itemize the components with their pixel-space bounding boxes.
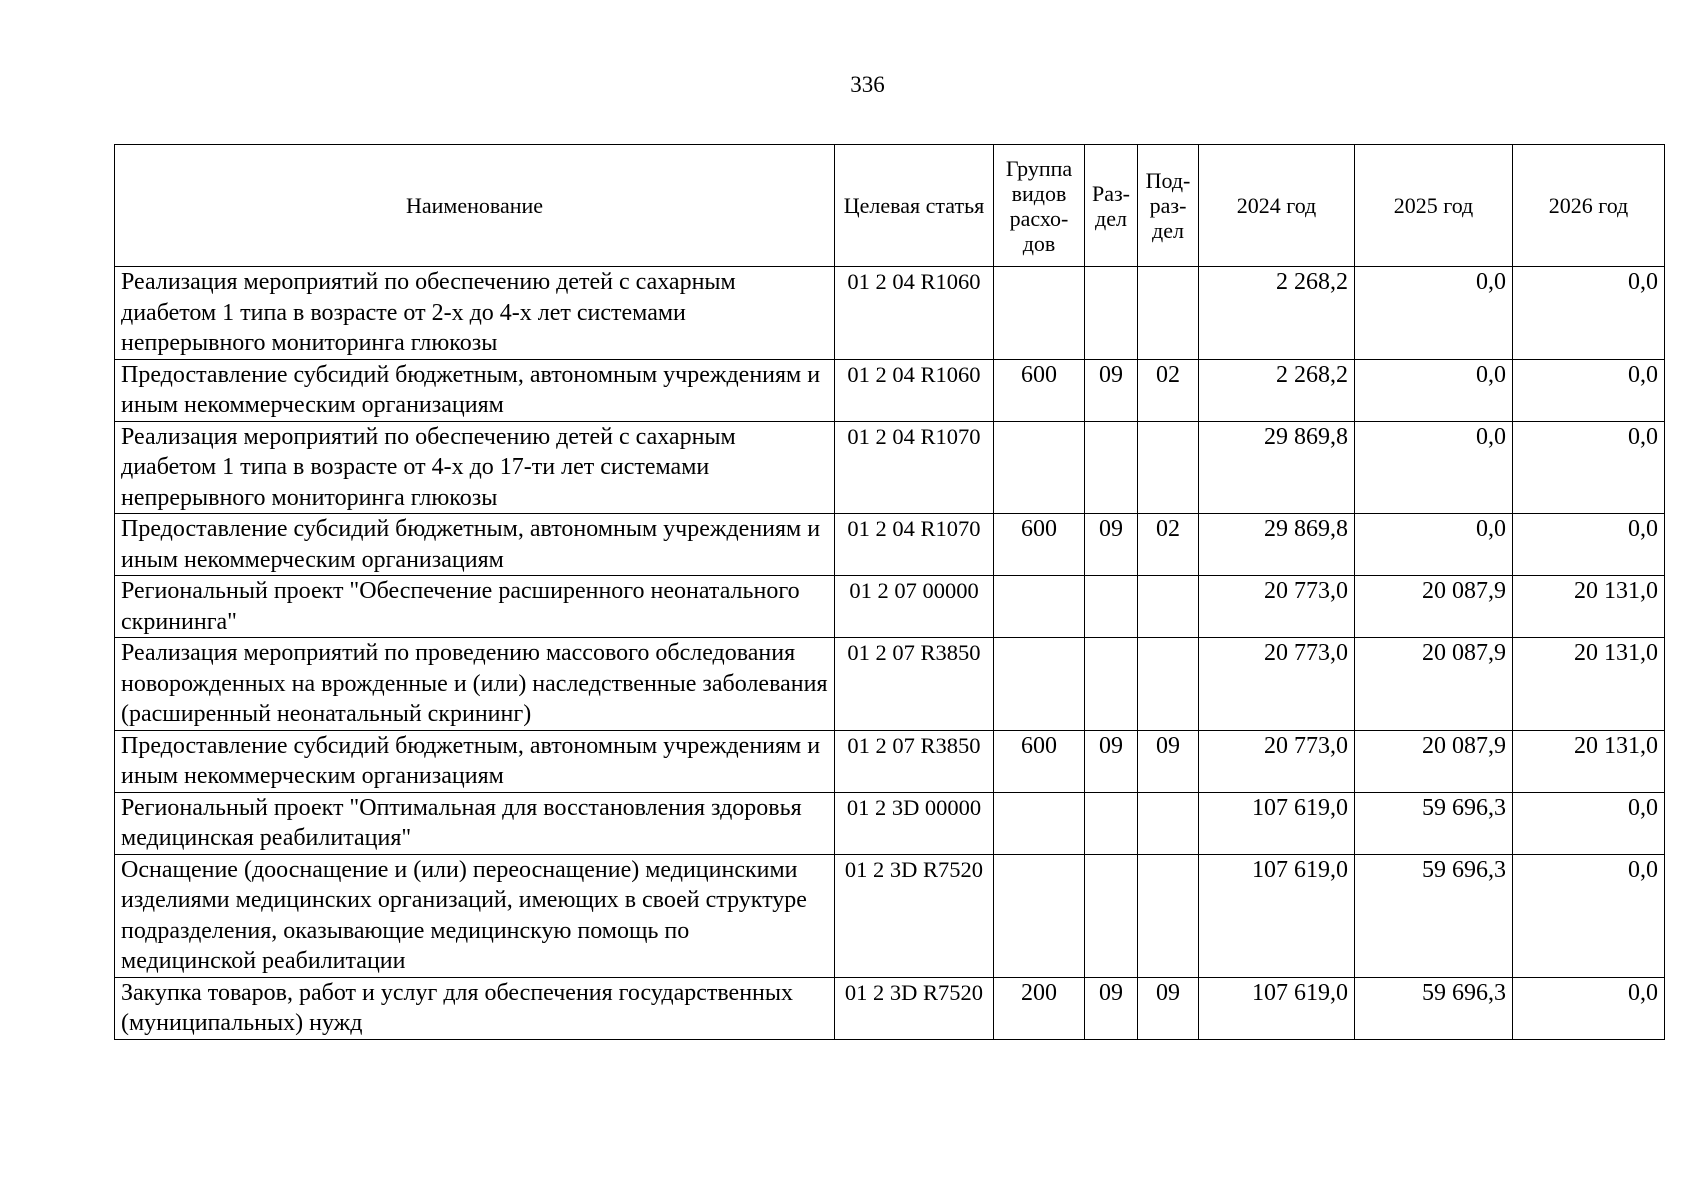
cell-name: Реализация мероприятий по обеспечению детей с сахарным диабетом 1 типа в возрасте от 2-х до 4-х лет системами непрерывного мониторинга глюкозы — [115, 267, 835, 360]
cell-target-article: 01 2 04 R1060 — [835, 359, 994, 421]
cell-subsection: 09 — [1138, 730, 1199, 792]
cell-name: Закупка товаров, работ и услуг для обеспечения государственных (муниципальных) нужд — [115, 977, 835, 1039]
cell-amount-2024: 29 869,8 — [1199, 514, 1355, 576]
cell-amount-2025: 20 087,9 — [1355, 730, 1513, 792]
cell-amount-2025: 0,0 — [1355, 267, 1513, 360]
cell-expense-group: 600 — [994, 730, 1085, 792]
cell-amount-2026: 0,0 — [1513, 792, 1665, 854]
cell-amount-2026: 0,0 — [1513, 359, 1665, 421]
cell-subsection — [1138, 638, 1199, 731]
cell-name: Предоставление субсидий бюджетным, автономным учреждениям и иным некоммерческим организациям — [115, 730, 835, 792]
cell-amount-2026: 0,0 — [1513, 854, 1665, 977]
cell-subsection — [1138, 576, 1199, 638]
cell-expense-group — [994, 638, 1085, 731]
cell-name: Региональный проект "Обеспечение расширенного неонатального скрининга" — [115, 576, 835, 638]
cell-subsection — [1138, 792, 1199, 854]
cell-amount-2026: 0,0 — [1513, 421, 1665, 514]
cell-target-article: 01 2 07 R3850 — [835, 638, 994, 731]
budget-table — [114, 144, 1665, 1040]
cell-amount-2025: 0,0 — [1355, 359, 1513, 421]
cell-subsection: 02 — [1138, 514, 1199, 576]
header-year-2025: 2025 год — [1355, 145, 1513, 267]
cell-amount-2025: 20 087,9 — [1355, 638, 1513, 731]
cell-name: Предоставление субсидий бюджетным, автономным учреждениям и иным некоммерческим организациям — [115, 359, 835, 421]
cell-amount-2024: 2 268,2 — [1199, 359, 1355, 421]
cell-amount-2024: 2 268,2 — [1199, 267, 1355, 360]
cell-name: Реализация мероприятий по обеспечению детей с сахарным диабетом 1 типа в возрасте от 4-х до 17-ти лет системами непрерывного мониторинга глюкозы — [115, 421, 835, 514]
table-row — [115, 638, 1665, 731]
header-section: Раз-дел — [1085, 145, 1138, 267]
cell-amount-2026: 0,0 — [1513, 514, 1665, 576]
cell-amount-2025: 20 087,9 — [1355, 576, 1513, 638]
cell-section: 09 — [1085, 730, 1138, 792]
cell-target-article: 01 2 3D R7520 — [835, 854, 994, 977]
cell-amount-2025: 59 696,3 — [1355, 977, 1513, 1039]
table-row — [115, 977, 1665, 1039]
table-row — [115, 267, 1665, 360]
cell-target-article: 01 2 04 R1060 — [835, 267, 994, 360]
header-expense-group: Группа видов расхо-дов — [994, 145, 1085, 267]
cell-amount-2024: 107 619,0 — [1199, 977, 1355, 1039]
cell-subsection — [1138, 421, 1199, 514]
table-row — [115, 854, 1665, 977]
header-target-article: Целевая статья — [835, 145, 994, 267]
cell-amount-2024: 20 773,0 — [1199, 638, 1355, 731]
cell-amount-2026: 20 131,0 — [1513, 730, 1665, 792]
cell-target-article: 01 2 04 R1070 — [835, 421, 994, 514]
cell-expense-group — [994, 576, 1085, 638]
header-year-2024: 2024 год — [1199, 145, 1355, 267]
cell-target-article: 01 2 07 00000 — [835, 576, 994, 638]
table-row — [115, 792, 1665, 854]
cell-expense-group — [994, 854, 1085, 977]
header-name: Наименование — [115, 145, 835, 267]
cell-section: 09 — [1085, 977, 1138, 1039]
cell-amount-2024: 29 869,8 — [1199, 421, 1355, 514]
cell-subsection — [1138, 267, 1199, 360]
table-header-row — [115, 145, 1665, 267]
cell-amount-2025: 0,0 — [1355, 514, 1513, 576]
cell-amount-2024: 20 773,0 — [1199, 576, 1355, 638]
cell-amount-2025: 59 696,3 — [1355, 854, 1513, 977]
cell-expense-group — [994, 267, 1085, 360]
cell-name: Реализация мероприятий по проведению массового обследования новорожденных на врожденные и (или) наследственные заболевания (расширенный неонатальный скрининг) — [115, 638, 835, 731]
cell-subsection — [1138, 854, 1199, 977]
table-row — [115, 730, 1665, 792]
cell-target-article: 01 2 04 R1070 — [835, 514, 994, 576]
cell-name: Оснащение (дооснащение и (или) переоснащение) медицинскими изделиями медицинских организаций, имеющих в своей структуре подразделения, оказывающие медицинскую помощь по медицинской реабилитации — [115, 854, 835, 977]
cell-section — [1085, 267, 1138, 360]
table-row — [115, 359, 1665, 421]
table-row — [115, 514, 1665, 576]
cell-section — [1085, 576, 1138, 638]
table-row — [115, 421, 1665, 514]
cell-amount-2025: 59 696,3 — [1355, 792, 1513, 854]
cell-amount-2024: 20 773,0 — [1199, 730, 1355, 792]
cell-name: Предоставление субсидий бюджетным, автономным учреждениям и иным некоммерческим организациям — [115, 514, 835, 576]
cell-target-article: 01 2 3D 00000 — [835, 792, 994, 854]
cell-expense-group — [994, 421, 1085, 514]
header-subsection: Под-раз-дел — [1138, 145, 1199, 267]
cell-section — [1085, 854, 1138, 977]
cell-section — [1085, 421, 1138, 514]
cell-expense-group — [994, 792, 1085, 854]
cell-name: Региональный проект "Оптимальная для восстановления здоровья медицинская реабилитация" — [115, 792, 835, 854]
cell-section — [1085, 792, 1138, 854]
cell-expense-group: 600 — [994, 514, 1085, 576]
cell-amount-2024: 107 619,0 — [1199, 854, 1355, 977]
cell-amount-2026: 0,0 — [1513, 977, 1665, 1039]
cell-amount-2026: 20 131,0 — [1513, 638, 1665, 731]
table-body — [115, 267, 1665, 1040]
cell-section: 09 — [1085, 359, 1138, 421]
cell-section: 09 — [1085, 514, 1138, 576]
cell-amount-2025: 0,0 — [1355, 421, 1513, 514]
cell-subsection: 09 — [1138, 977, 1199, 1039]
cell-target-article: 01 2 3D R7520 — [835, 977, 994, 1039]
table-row — [115, 576, 1665, 638]
cell-amount-2026: 0,0 — [1513, 267, 1665, 360]
page-number: 336 — [850, 72, 885, 97]
cell-section — [1085, 638, 1138, 731]
cell-amount-2024: 107 619,0 — [1199, 792, 1355, 854]
cell-expense-group: 200 — [994, 977, 1085, 1039]
cell-target-article: 01 2 07 R3850 — [835, 730, 994, 792]
cell-amount-2026: 20 131,0 — [1513, 576, 1665, 638]
cell-subsection: 02 — [1138, 359, 1199, 421]
cell-expense-group: 600 — [994, 359, 1085, 421]
header-year-2026: 2026 год — [1513, 145, 1665, 267]
